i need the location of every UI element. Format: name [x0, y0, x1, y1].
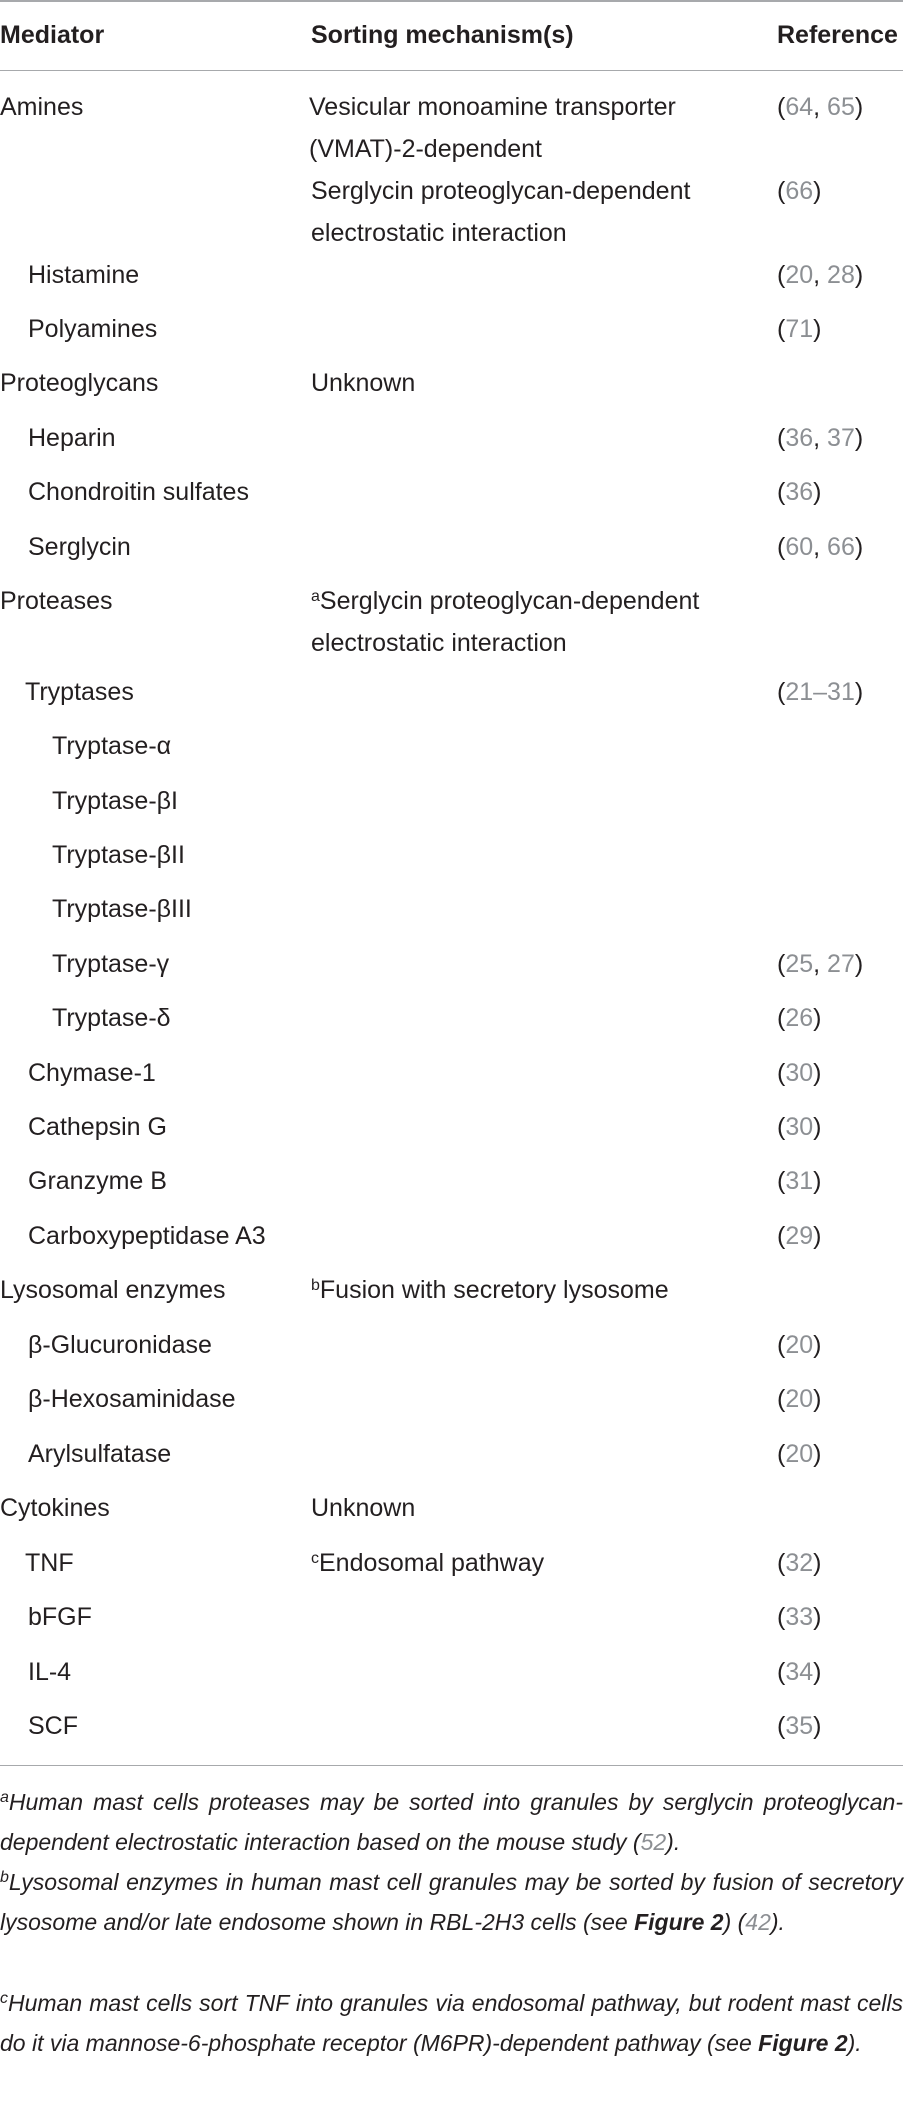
reference-cell: (60, 66) — [777, 533, 864, 561]
mediator-cell: Tryptase-βIII — [52, 895, 192, 923]
table-row — [0, 943, 906, 979]
table-row — [0, 1596, 906, 1632]
table-row — [0, 1705, 906, 1741]
mediator-cell: Heparin — [28, 424, 116, 452]
mediator-cell: β-Glucuronidase — [28, 1331, 212, 1359]
reference-cell: (21–31) — [777, 678, 864, 706]
mediator-cell: Cathepsin G — [28, 1113, 167, 1141]
table-row — [0, 834, 906, 870]
mediator-cell: Amines — [0, 93, 84, 121]
footnote-c: $^c$Human mast cells sort TNF into granules via endosomal pathway, but rodent mast cells do it via mannose-6-phosphate receptor (M6PR)-dependent pathway (see Figure 2). — [0, 1990, 903, 2056]
table-row — [0, 671, 906, 707]
table-row — [0, 86, 906, 163]
table-row — [0, 526, 906, 562]
reference-cell: (36) — [777, 478, 822, 506]
footnote-marker: b — [311, 1277, 320, 1294]
table-row — [0, 580, 906, 657]
table-row — [0, 308, 906, 344]
reference-cell: (64, 65) — [777, 93, 864, 121]
mediator-cell: Granzyme B — [28, 1167, 167, 1195]
reference-cell: (31) — [777, 1167, 822, 1195]
header-sorting: Sorting mechanism(s) — [311, 21, 574, 49]
mediator-cell: Tryptase-γ — [52, 950, 170, 978]
table-row — [0, 1542, 906, 1578]
table-row — [0, 471, 906, 507]
header-reference: Reference — [777, 21, 898, 49]
mediator-cell: IL-4 — [28, 1658, 72, 1686]
header-mediator: Mediator — [0, 21, 105, 49]
mediator-cell: SCF — [28, 1712, 78, 1740]
header-rule — [0, 70, 903, 71]
table-row — [0, 1433, 906, 1469]
sorting-cell: Unknown — [311, 1494, 416, 1522]
table-row — [0, 1106, 906, 1142]
table-row — [0, 170, 906, 247]
mediator-cell: Tryptases — [25, 678, 134, 706]
table-row — [0, 254, 906, 290]
mediator-cell: Lysosomal enzymes — [0, 1276, 226, 1304]
footnote-marker: c — [311, 1550, 319, 1567]
reference-cell: (33) — [777, 1603, 822, 1631]
reference-cell: (66) — [777, 177, 822, 205]
table-row — [0, 1160, 906, 1196]
reference-cell: (36, 37) — [777, 424, 864, 452]
table-row — [0, 888, 906, 924]
table-row — [0, 1324, 906, 1360]
reference-cell: (20) — [777, 1385, 822, 1413]
reference-cell: (71) — [777, 315, 822, 343]
mediator-cell: Serglycin — [28, 533, 131, 561]
top-rule — [0, 0, 903, 2]
sorting-cell: Unknown — [311, 369, 416, 397]
sorting-cell: $^b$Fusion with secretory lysosome — [311, 1276, 669, 1304]
table-row — [0, 1215, 906, 1251]
reference-cell: (30) — [777, 1113, 822, 1141]
mediator-cell: bFGF — [28, 1603, 92, 1631]
table-row — [0, 1378, 906, 1414]
sorting-cell: Vesicular monoamine transporter (VMAT)-2-dependent — [309, 93, 676, 163]
reference-cell: (30) — [777, 1059, 822, 1087]
reference-cell: (20, 28) — [777, 261, 864, 289]
table-row — [0, 1269, 906, 1305]
table-row — [0, 1651, 906, 1687]
mediator-cell: Proteases — [0, 587, 113, 615]
footnote-b: $^b$Lysosomal enzymes in human mast cell granules may be sorted by fusion of secretory lysosome and/or late endosome shown in RBL-2H3 cells (see Figure 2) (42). — [0, 1869, 903, 1935]
mediator-cell: Tryptase-δ — [52, 1004, 171, 1032]
mediator-cell: Tryptase-α — [52, 732, 172, 760]
table-row — [0, 1487, 906, 1523]
figure-link[interactable]: Figure 2 — [758, 2030, 848, 2056]
reference-link[interactable]: 42 — [745, 1909, 771, 1935]
figure-link[interactable]: Figure 2 — [634, 1909, 724, 1935]
mediator-cell: TNF — [25, 1549, 74, 1577]
bottom-rule — [0, 1765, 903, 1766]
footnote-marker: a — [311, 588, 320, 605]
reference-cell: (20) — [777, 1440, 822, 1468]
table-row — [0, 1052, 906, 1088]
reference-cell: (32) — [777, 1549, 822, 1577]
sorting-cell: $^c$Endosomal pathway — [311, 1549, 545, 1577]
mediator-cell: Chymase-1 — [28, 1059, 156, 1087]
mediator-cell: Cytokines — [0, 1494, 110, 1522]
reference-cell: (25, 27) — [777, 950, 864, 978]
table-row — [0, 780, 906, 816]
mediator-cell: Proteoglycans — [0, 369, 159, 397]
reference-link[interactable]: 52 — [640, 1829, 667, 1855]
reference-cell: (35) — [777, 1712, 822, 1740]
mediator-cell: Arylsulfatase — [28, 1440, 172, 1468]
reference-cell: (29) — [777, 1222, 822, 1250]
reference-cell: (26) — [777, 1004, 822, 1032]
table-row — [0, 997, 906, 1033]
table-row — [0, 725, 906, 761]
reference-cell: (34) — [777, 1658, 822, 1686]
mediator-cell: Histamine — [28, 261, 140, 289]
mediator-cell: Chondroitin sulfates — [28, 478, 249, 506]
sorting-cell: $^a$Serglycin proteoglycan-dependent electrostatic interaction — [311, 587, 700, 657]
mediator-cell: Tryptase-βI — [52, 787, 178, 815]
footnote-a: $^a$Human mast cells proteases may be sorted into granules by serglycin proteoglycan-dependent electrostatic interaction based on the mouse study (52). — [0, 1789, 903, 1855]
table-row — [0, 417, 906, 453]
reference-cell: (20) — [777, 1331, 822, 1359]
table-row — [0, 362, 906, 398]
sorting-cell: Serglycin proteoglycan-dependent electrostatic interaction — [311, 177, 691, 247]
mediator-cell: β-Hexosaminidase — [28, 1385, 236, 1413]
mediator-cell: Polyamines — [28, 315, 158, 343]
mediator-cell: Carboxypeptidase A3 — [28, 1222, 266, 1250]
mediator-cell: Tryptase-βII — [52, 841, 185, 869]
